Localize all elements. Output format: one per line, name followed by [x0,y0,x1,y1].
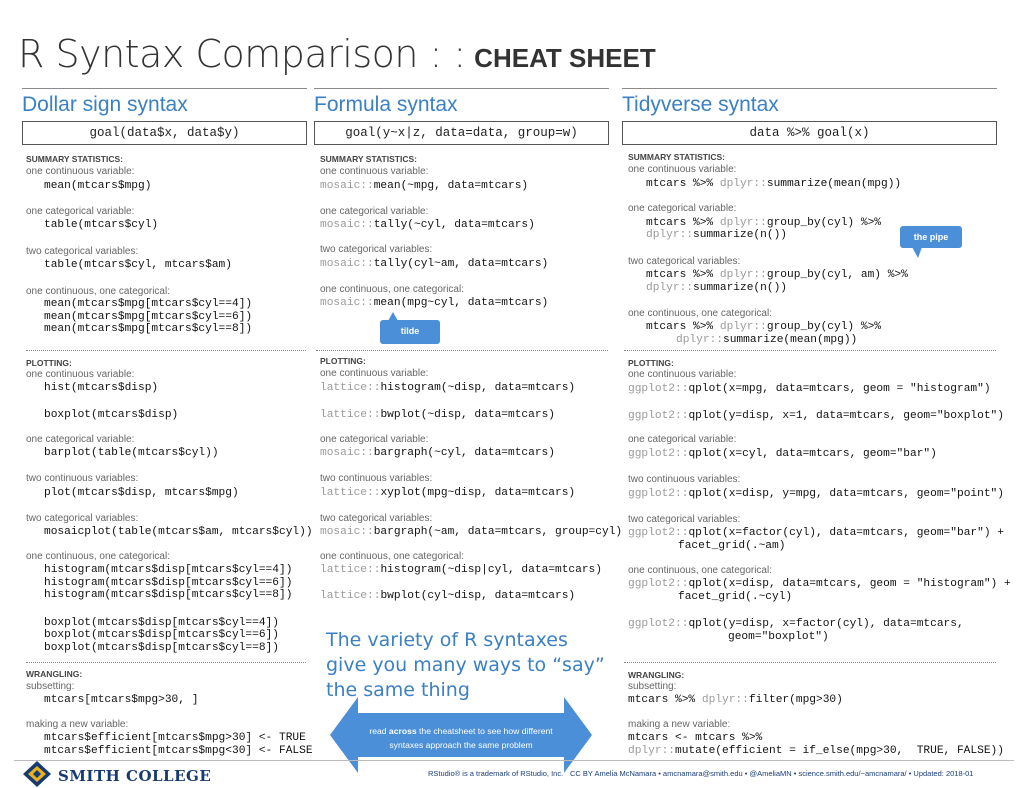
footer-rule [14,760,1014,761]
arrow-text: read [369,726,389,736]
code-text: qplot(x=cyl, data=mtcars, geom="bar") [688,448,937,460]
pipe-callout: the pipe [900,226,962,248]
code-text: mtcars %>% [646,217,720,229]
package-prefix: ggplot2:: [628,448,689,460]
column-heading: Formula syntax [314,93,458,116]
package-prefix: dplyr:: [719,321,767,333]
label: one continuous variable: [628,164,737,175]
code-line: mean(mtcars$mpg[mtcars$cyl==8]) [44,323,253,335]
section-heading: SUMMARY STATISTICS: [320,154,417,164]
code-text: summarize(mean(mpg)) [723,334,858,346]
code-line: mtcars$efficient[mtcars$mpg>30] <- TRUE [44,732,306,744]
section-heading: SUMMARY STATISTICS: [26,154,123,164]
column-heading: Tidyverse syntax [622,93,779,116]
package-prefix: ggplot2:: [628,410,689,422]
label: two categorical variables: [320,513,433,524]
package-prefix: lattice:: [320,590,381,602]
code-line: hist(mtcars$disp) [44,382,159,394]
label: one continuous, one categorical: [26,286,170,297]
code-line: mean(mtcars$mpg) [44,180,152,192]
title-main: R Syntax Comparison : : [18,32,466,76]
code-line [676,334,857,347]
code-text: qplot(x=disp, y=mpg, data=mtcars, geom="point") [688,488,1004,500]
section-heading: WRANGLING: [628,670,685,680]
code-text: qplot(x=disp, data=mtcars, geom = "histogram") + [688,578,1011,590]
code-line: geom="boxplot") [728,631,829,643]
code-text: tally(~cyl, data=mtcars) [373,219,535,231]
code-line [628,383,991,396]
section-divider [624,662,996,663]
college-seal-icon [22,760,52,788]
code-line [320,180,528,193]
arrow-text: the cheatsheet to see how different [416,726,553,736]
label: one continuous, one categorical: [628,308,772,319]
code-line [320,590,575,603]
package-prefix: lattice:: [320,382,381,394]
code-line [320,258,548,271]
code-text: mtcars %>% [646,178,720,190]
code-text: group_by(cyl) %>% [766,321,881,333]
column-heading: Dollar sign syntax [22,93,188,116]
code-text: mtcars %>% [628,694,702,706]
code-line [320,382,575,395]
code-line [628,745,1004,758]
syntax-template-box: goal(data$x, data$y) [22,121,307,145]
column-rule [622,88,997,89]
code-line: mtcars[mtcars$mpg>30, ] [44,694,199,706]
code-text: bargraph(~am, data=mtcars, group=cyl) [373,526,623,538]
code-text: bwplot(~disp, data=mtcars) [380,409,555,421]
label: one categorical variable: [320,206,429,217]
code-text: summarize(n()) [693,282,787,294]
callout-text: The variety of R syntaxes give you many ways to “say” the same thing [326,629,605,701]
column-rule [22,88,307,89]
label: one categorical variable: [628,434,737,445]
package-prefix: ggplot2:: [628,527,689,539]
page-title [18,32,656,76]
code-text: qplot(x=mpg, data=mtcars, geom = "histogram") [688,383,991,395]
code-text: qplot(y=disp, x=1, data=mtcars, geom="boxplot") [688,410,1004,422]
label: one continuous variable: [320,368,429,379]
package-prefix: dplyr:: [701,694,749,706]
code-line: mtcars$efficient[mtcars$mpg<30] <- FALSE [44,745,313,757]
column-tidyverse [622,88,997,145]
code-line [646,217,881,230]
package-prefix: dplyr:: [719,217,767,229]
code-line [646,282,787,295]
section-heading: PLOTTING: [628,358,674,368]
code-line [646,178,901,191]
code-line [628,578,1011,591]
label: two continuous variables: [26,473,139,484]
section-divider [26,350,306,351]
code-text: group_by(cyl) %>% [766,217,881,229]
code-line: table(mtcars$cyl) [44,219,159,231]
code-text: filter(mpg>30) [748,694,843,706]
code-text: bwplot(cyl~disp, data=mtcars) [380,590,576,602]
label: two categorical variables: [26,513,139,524]
section-heading: WRANGLING: [26,669,83,679]
code-text: mtcars %>% [646,269,720,281]
section-heading: PLOTTING: [320,356,366,366]
code-line: boxplot(mtcars$disp[mtcars$cyl==6]) [44,629,279,641]
code-line [628,618,964,631]
label: one continuous variable: [26,166,135,177]
label: two continuous variables: [628,474,741,485]
code-line: mtcars <- mtcars %>% [628,732,763,744]
package-prefix: ggplot2:: [628,383,689,395]
label: one categorical variable: [26,434,135,445]
package-prefix: dplyr:: [719,269,767,281]
section-heading: PLOTTING: [26,358,72,368]
package-prefix: mosaic:: [320,258,374,270]
label: one categorical variable: [628,203,737,214]
code-line [628,694,843,707]
label: two categorical variables: [26,246,139,257]
code-line [320,487,575,500]
code-line: boxplot(mtcars$disp[mtcars$cyl==4]) [44,617,279,629]
code-line: histogram(mtcars$disp[mtcars$cyl==6]) [44,577,293,589]
label: two categorical variables: [628,514,741,525]
code-line [646,321,881,334]
label: one continuous, one categorical: [628,565,772,576]
package-prefix: dplyr:: [628,745,675,757]
package-prefix: ggplot2:: [628,488,689,500]
code-text: tally(cyl~am, data=mtcars) [373,258,549,270]
package-prefix: dplyr:: [676,334,723,346]
label: two continuous variables: [320,473,433,484]
column-dollar [22,88,307,145]
code-line [628,448,937,461]
code-text: mean(mpg~cyl, data=mtcars) [373,297,549,309]
code-text: summarize(mean(mpg)) [766,178,902,190]
arrow-caption-line2: syntaxes approach the same problem [389,740,533,750]
syntax-template-box: goal(y~x|z, data=data, group=w) [314,121,609,145]
section-divider [316,350,608,351]
label: one continuous, one categorical: [320,284,464,295]
code-line [320,297,548,310]
code-line: facet_grid(.~cyl) [678,591,793,603]
package-prefix: mosaic:: [320,447,374,459]
package-prefix: mosaic:: [320,526,374,538]
title-sub: CHEAT SHEET [474,43,656,73]
code-line [320,409,555,422]
label: one continuous, one categorical: [26,551,170,562]
package-prefix: ggplot2:: [628,618,689,630]
label: one categorical variable: [26,206,135,217]
code-text: mean(~mpg, data=mtcars) [373,180,529,192]
section-divider [26,662,306,663]
column-formula [314,88,609,145]
code-line: boxplot(mtcars$disp[mtcars$cyl==8]) [44,642,279,654]
arrow-caption-line1 [352,726,570,736]
code-text: bargraph(~cyl, data=mtcars) [373,447,555,459]
code-line: histogram(mtcars$disp[mtcars$cyl==8]) [44,589,293,601]
package-prefix: mosaic:: [320,219,374,231]
code-line [320,526,622,539]
code-text: group_by(cyl, am) %>% [766,269,908,281]
tilde-callout: tilde [380,320,440,344]
package-prefix: mosaic:: [320,297,374,309]
code-line: mean(mtcars$mpg[mtcars$cyl==4]) [44,298,253,310]
label: one continuous, one categorical: [320,551,464,562]
credit-line: CC BY Amelia McNamara • amcnamara@smith.edu • @AmeliaMN • science.smith.edu/~amcnamara/ • Updated: 2018-01 [570,769,974,778]
code-line [628,410,1004,423]
code-line [320,219,535,232]
trademark-note: RStudio® is a trademark of RStudio, Inc. [428,769,564,778]
college-name: SMITH COLLEGE [58,767,212,785]
code-text: histogram(~disp|cyl, data=mtcars) [380,564,602,576]
code-line: facet_grid(.~am) [678,540,786,552]
section-heading: SUMMARY STATISTICS: [628,152,725,162]
code-text: xyplot(mpg~disp, data=mtcars) [380,487,576,499]
callout-pointer [912,247,922,258]
label: one continuous variable: [26,369,135,380]
label: subsetting: [26,681,75,692]
code-line [320,447,555,460]
label: one continuous variable: [320,166,429,177]
package-prefix: dplyr:: [719,178,767,190]
code-text: summarize(n()) [693,229,787,241]
code-text: mtcars %>% [646,321,720,333]
code-line: histogram(mtcars$disp[mtcars$cyl==4]) [44,564,293,576]
package-prefix: lattice:: [320,564,381,576]
code-line [646,269,908,282]
code-line: plot(mtcars$disp, mtcars$mpg) [44,487,239,499]
code-line: mosaicplot(table(mtcars$am, mtcars$cyl)) [44,526,313,538]
code-text: mutate(efficient = if_else(mpg>30, TRUE, FALSE)) [675,745,1004,757]
package-prefix: dplyr:: [646,229,693,241]
code-text: histogram(~disp, data=mtcars) [380,382,576,394]
code-line: table(mtcars$cyl, mtcars$am) [44,259,232,271]
code-line [646,229,787,242]
label: subsetting: [628,681,677,692]
package-prefix: ggplot2:: [628,578,689,590]
syntax-template-box: data %>% goal(x) [622,121,997,145]
column-rule [314,88,609,89]
label: two categorical variables: [320,244,433,255]
code-line [628,488,1004,501]
code-text: qplot(y=disp, x=factor(cyl), data=mtcars, [688,618,964,630]
code-line [320,564,602,577]
code-line: boxplot(mtcars$disp) [44,409,179,421]
code-text: qplot(x=factor(cyl), data=mtcars, geom="bar") + [688,527,1004,539]
section-divider [624,350,996,351]
package-prefix: dplyr:: [646,282,693,294]
code-line [628,527,1004,540]
label: one categorical variable: [320,434,429,445]
label: making a new variable: [628,719,731,730]
label: one continuous variable: [628,369,737,380]
code-line: mean(mtcars$mpg[mtcars$cyl==6]) [44,311,253,323]
package-prefix: lattice:: [320,409,381,421]
arrow-text-bold: across [388,726,417,736]
code-line: barplot(table(mtcars$cyl)) [44,447,219,459]
package-prefix: lattice:: [320,487,381,499]
label: making a new variable: [26,719,129,730]
package-prefix: mosaic:: [320,180,374,192]
label: two categorical variables: [628,256,741,267]
